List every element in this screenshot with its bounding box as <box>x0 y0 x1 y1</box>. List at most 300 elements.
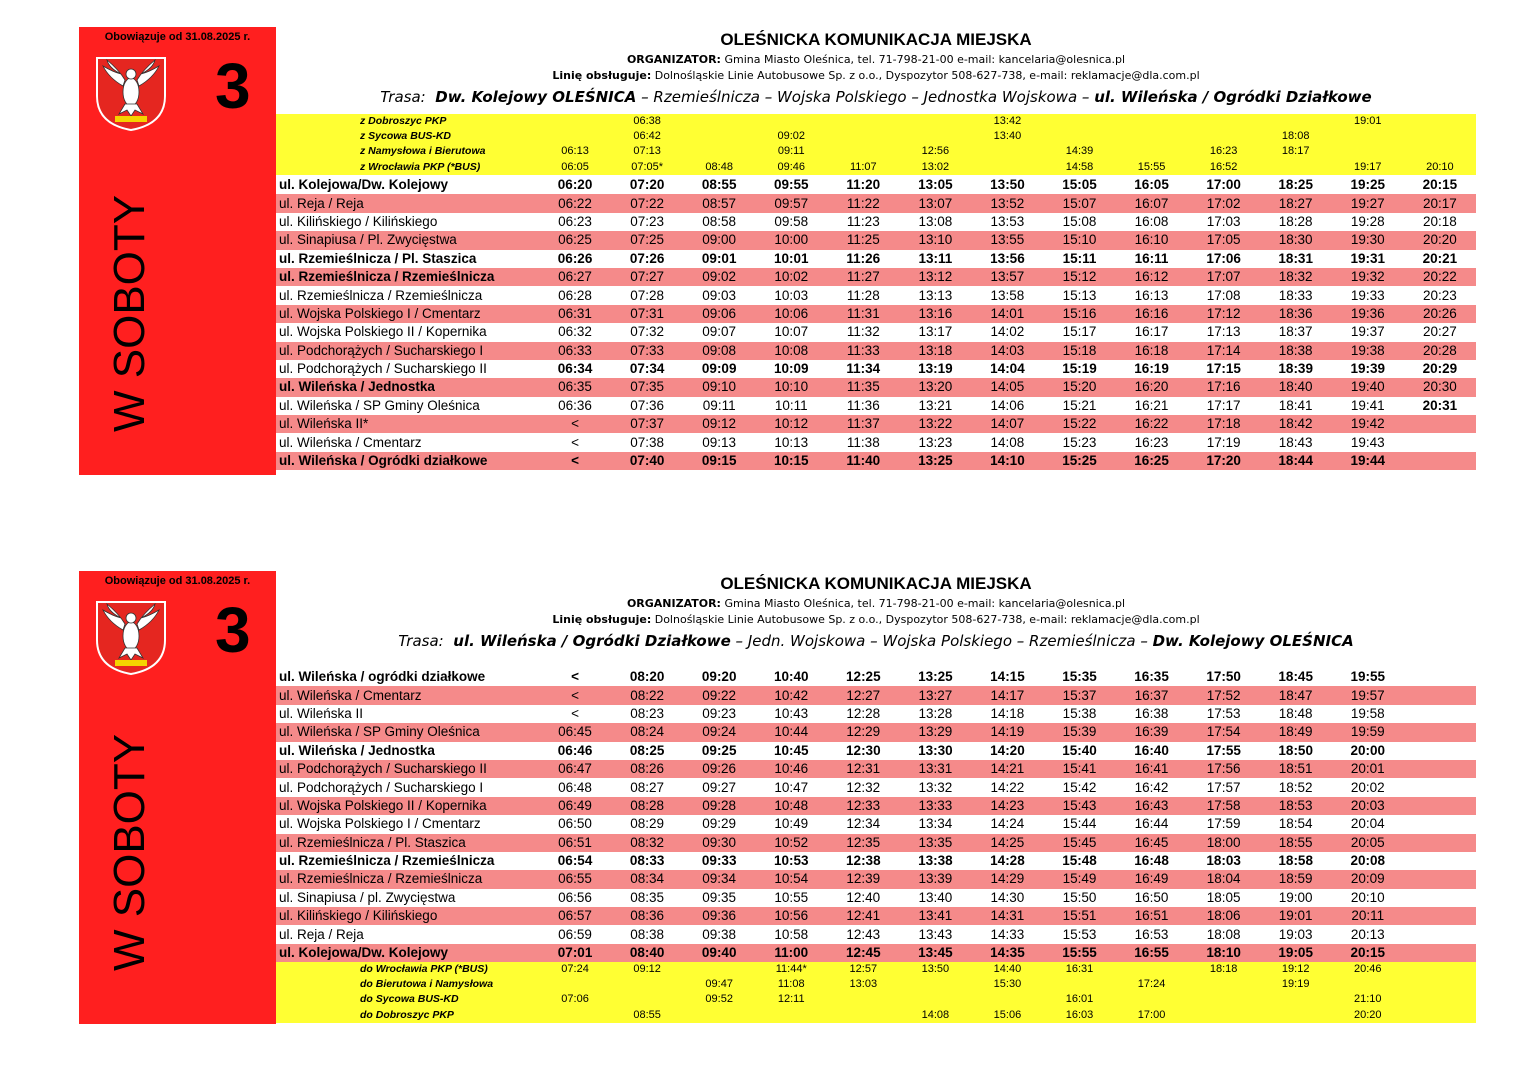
departure-time: 16:23 <box>1116 433 1188 451</box>
connection-time <box>1260 992 1332 1007</box>
departure-time: 18:33 <box>1260 286 1332 304</box>
departure-time: 20:22 <box>1404 268 1476 286</box>
departure-time: 06:51 <box>539 834 611 852</box>
departure-time: 12:33 <box>827 797 899 815</box>
organizer-line: ORGANIZATOR: Gmina Miasto Oleśnica, tel. 71-798-21-00 e-mail: kancelaria@olesnica.pl <box>626 53 1126 66</box>
departure-time: 13:38 <box>899 852 971 870</box>
departure-time: 17:57 <box>1188 778 1260 796</box>
departure-time: 13:12 <box>899 268 971 286</box>
departure-time: 10:58 <box>755 925 827 943</box>
connection-time: 12:56 <box>899 144 971 159</box>
connection-row <box>276 977 1476 992</box>
departure-time: 20:28 <box>1404 342 1476 360</box>
departure-time: 18:54 <box>1260 815 1332 833</box>
departure-time: 18:53 <box>1260 797 1332 815</box>
departure-time: 18:30 <box>1260 231 1332 249</box>
departure-time: 06:22 <box>539 194 611 212</box>
day-label: W SOBOTY <box>105 733 154 971</box>
connection-name: z Dobroszyc PKP <box>276 114 539 129</box>
operator-line: Linię obsługuje: Dolnośląskie Linie Autobusowe Sp. z o.o., Dyspozytor 508-627-738, e-mail: reklamacje@dla.com.pl <box>552 69 1200 82</box>
connection-row <box>276 114 1476 129</box>
departure-time <box>1404 415 1476 433</box>
connection-time: 09:52 <box>683 992 755 1007</box>
stop-name: ul. Wileńska / SP Gminy Oleśnica <box>276 397 539 415</box>
connection-time <box>1332 977 1404 992</box>
connection-time <box>899 992 971 1007</box>
table-row <box>276 925 1476 943</box>
table-row <box>276 286 1476 304</box>
departure-time: 08:27 <box>611 778 683 796</box>
departure-time: 09:29 <box>683 815 755 833</box>
departure-time: 09:34 <box>683 870 755 888</box>
departure-time: 18:58 <box>1260 852 1332 870</box>
departure-time: 13:08 <box>899 213 971 231</box>
departure-time: 15:22 <box>1043 415 1115 433</box>
connection-time <box>1116 129 1188 144</box>
connection-row <box>276 962 1476 977</box>
table-row <box>276 452 1476 470</box>
departure-time: 09:02 <box>683 268 755 286</box>
departure-time <box>1404 925 1476 943</box>
connection-time <box>683 114 755 129</box>
departure-time: 16:22 <box>1116 415 1188 433</box>
departure-time: 16:20 <box>1116 378 1188 396</box>
departure-time: 13:16 <box>899 305 971 323</box>
departure-time: 12:27 <box>827 686 899 704</box>
stop-name: ul. Rzemieślnicza / Pl. Staszica <box>276 250 539 268</box>
departure-time: 09:23 <box>683 705 755 723</box>
stop-name: ul. Podchorążych / Sucharskiego I <box>276 778 539 796</box>
connection-time: 17:24 <box>1116 977 1188 992</box>
departure-time: 17:02 <box>1188 194 1260 212</box>
departure-time: 08:34 <box>611 870 683 888</box>
connection-time: 09:47 <box>683 977 755 992</box>
departure-time: 14:35 <box>971 944 1043 962</box>
departure-time: 12:29 <box>827 723 899 741</box>
departure-time: 19:40 <box>1332 378 1404 396</box>
departure-time: 16:11 <box>1116 250 1188 268</box>
departure-time: 07:22 <box>611 194 683 212</box>
departure-time: 06:23 <box>539 213 611 231</box>
operator-title: OLEŚNICKA KOMUNIKACJA MIEJSKA <box>720 30 1032 49</box>
departure-time: 17:12 <box>1188 305 1260 323</box>
departure-time: 07:35 <box>611 378 683 396</box>
stop-name: ul. Kolejowa/Dw. Kolejowy <box>276 176 539 194</box>
departure-time: 13:27 <box>899 686 971 704</box>
departure-time: 16:12 <box>1116 268 1188 286</box>
departure-time: 13:28 <box>899 705 971 723</box>
departure-time: 16:53 <box>1116 925 1188 943</box>
departure-time: 17:16 <box>1188 378 1260 396</box>
departure-time: < <box>539 668 611 686</box>
departure-time: 15:16 <box>1043 305 1115 323</box>
route-line: Trasa: ul. Wileńska / Ogródki Działkowe – Jedn. Wojskowa – Wojska Polskiego – Rzemieślnicza – Dw. Kolejowy OLEŚNICA <box>398 632 1354 650</box>
departure-time: 11:00 <box>755 944 827 962</box>
header <box>276 574 1476 650</box>
departure-time: 20:26 <box>1404 305 1476 323</box>
connection-name: z Namysłowa i Bierutowa <box>276 144 539 159</box>
stop-name: ul. Wojska Polskiego II / Kopernika <box>276 323 539 341</box>
departure-time: 09:35 <box>683 889 755 907</box>
stop-name: ul. Podchorążych / Sucharskiego II <box>276 360 539 378</box>
connection-time <box>1260 1008 1332 1023</box>
departure-time: 13:43 <box>899 925 971 943</box>
table-row <box>276 723 1476 741</box>
departure-time: 19:44 <box>1332 452 1404 470</box>
departure-time: 15:10 <box>1043 231 1115 249</box>
departure-time: 09:12 <box>683 415 755 433</box>
departure-time: 09:08 <box>683 342 755 360</box>
sidebar-red <box>79 571 276 1024</box>
departure-time: 19:36 <box>1332 305 1404 323</box>
departure-time <box>1404 705 1476 723</box>
departure-time: 08:24 <box>611 723 683 741</box>
connection-time <box>827 992 899 1007</box>
departure-time: 18:37 <box>1260 323 1332 341</box>
departure-time: 06:31 <box>539 305 611 323</box>
departure-time: 18:49 <box>1260 723 1332 741</box>
stop-name: ul. Kilińskiego / Kilińskiego <box>276 213 539 231</box>
departure-time: 16:39 <box>1116 723 1188 741</box>
valid-from: Obowiązuje od 31.08.2025 r. <box>104 575 251 587</box>
table-row <box>276 231 1476 249</box>
departure-time: 18:00 <box>1188 834 1260 852</box>
connection-time <box>683 962 755 977</box>
connection-time: 19:12 <box>1260 962 1332 977</box>
departure-time: 17:17 <box>1188 397 1260 415</box>
connection-time <box>1188 992 1260 1007</box>
connection-time: 06:13 <box>539 144 611 159</box>
departure-time: 10:42 <box>755 686 827 704</box>
departure-time: 06:57 <box>539 907 611 925</box>
stop-name: ul. Rzemieślnicza / Rzemieślnicza <box>276 870 539 888</box>
departure-time: 07:33 <box>611 342 683 360</box>
timetable-top <box>79 27 1476 475</box>
departure-time: 07:37 <box>611 415 683 433</box>
departure-time: 15:20 <box>1043 378 1115 396</box>
connection-row <box>276 160 1476 175</box>
departure-time: 07:25 <box>611 231 683 249</box>
departure-time: 11:35 <box>827 378 899 396</box>
departure-time: 19:58 <box>1332 705 1404 723</box>
departure-time: 19:59 <box>1332 723 1404 741</box>
departure-time: 20:27 <box>1404 323 1476 341</box>
departure-time: 16:10 <box>1116 231 1188 249</box>
connection-time <box>1332 129 1404 144</box>
connection-time: 18:17 <box>1260 144 1332 159</box>
departure-time <box>1404 668 1476 686</box>
departure-time: 06:56 <box>539 889 611 907</box>
departure-time: 07:32 <box>611 323 683 341</box>
departure-time: 14:20 <box>971 742 1043 760</box>
stop-name: ul. Reja / Reja <box>276 925 539 943</box>
stop-name: ul. Rzemieślnicza / Rzemieślnicza <box>276 286 539 304</box>
connection-time <box>827 129 899 144</box>
departure-time: 13:39 <box>899 870 971 888</box>
connection-time <box>539 129 611 144</box>
departure-time: 13:32 <box>899 778 971 796</box>
table-row <box>276 797 1476 815</box>
departure-time: 08:32 <box>611 834 683 852</box>
departure-time: 19:41 <box>1332 397 1404 415</box>
stop-name: ul. Wojska Polskiego II / Kopernika <box>276 797 539 815</box>
departure-time: 13:52 <box>971 194 1043 212</box>
departure-time: 15:51 <box>1043 907 1115 925</box>
olesnica-coat-of-arms-icon <box>95 600 167 676</box>
departure-time <box>1404 723 1476 741</box>
departure-time: < <box>539 452 611 470</box>
stop-name: ul. Rzemieślnicza / Pl. Staszica <box>276 834 539 852</box>
stop-name: ul. Kolejowa/Dw. Kolejowy <box>276 944 539 962</box>
departure-time: 08:40 <box>611 944 683 962</box>
connection-name: do Wrocławia PKP (*BUS) <box>276 962 539 977</box>
departure-time: 12:43 <box>827 925 899 943</box>
departure-time: 06:33 <box>539 342 611 360</box>
departure-time: 06:47 <box>539 760 611 778</box>
departure-time: 12:45 <box>827 944 899 962</box>
connection-time <box>1404 129 1476 144</box>
table-row <box>276 268 1476 286</box>
connection-name: do Sycowa BUS-KD <box>276 992 539 1007</box>
departure-time: 13:23 <box>899 433 971 451</box>
departure-time: 16:35 <box>1116 668 1188 686</box>
connection-time <box>1404 962 1476 977</box>
table-row <box>276 433 1476 451</box>
departure-time: 15:11 <box>1043 250 1115 268</box>
departure-time: 18:27 <box>1260 194 1332 212</box>
connection-time <box>1188 977 1260 992</box>
departure-time: 10:48 <box>755 797 827 815</box>
departure-time: 19:00 <box>1260 889 1332 907</box>
connection-time: 14:08 <box>899 1008 971 1023</box>
table-row <box>276 176 1476 194</box>
departure-time: 17:06 <box>1188 250 1260 268</box>
departure-time: 14:19 <box>971 723 1043 741</box>
connection-time <box>1404 144 1476 159</box>
departure-time: 15:45 <box>1043 834 1115 852</box>
stop-name: ul. Podchorążych / Sucharskiego I <box>276 342 539 360</box>
departure-time: 13:41 <box>899 907 971 925</box>
connection-time <box>1404 977 1476 992</box>
departure-time: 16:37 <box>1116 686 1188 704</box>
connection-time: 20:46 <box>1332 962 1404 977</box>
departure-time: 09:15 <box>683 452 755 470</box>
departure-time: 13:11 <box>899 250 971 268</box>
route-line: Trasa: Dw. Kolejowy OLEŚNICA – Rzemieślnicza – Wojska Polskiego – Jednostka Wojskowa – ul. Wileńska / Ogródki Działkowe <box>380 88 1372 106</box>
departure-time: 14:33 <box>971 925 1043 943</box>
departure-time: 17:54 <box>1188 723 1260 741</box>
table-row <box>276 415 1476 433</box>
departure-time: 06:48 <box>539 778 611 796</box>
departure-time: 09:28 <box>683 797 755 815</box>
departure-time: 07:27 <box>611 268 683 286</box>
connection-time <box>1404 114 1476 129</box>
table-row <box>276 742 1476 760</box>
departure-time: 10:02 <box>755 268 827 286</box>
departure-time: 19:33 <box>1332 286 1404 304</box>
departure-time: 10:13 <box>755 433 827 451</box>
departure-time: 15:38 <box>1043 705 1115 723</box>
stop-name: ul. Wileńska II* <box>276 415 539 433</box>
departure-time: 17:52 <box>1188 686 1260 704</box>
departure-time: 17:59 <box>1188 815 1260 833</box>
departure-time: 06:54 <box>539 852 611 870</box>
connection-time: 15:30 <box>971 977 1043 992</box>
connection-time: 18:08 <box>1260 129 1332 144</box>
connection-time <box>1116 144 1188 159</box>
departure-time: 20:31 <box>1404 397 1476 415</box>
connection-time: 13:40 <box>971 129 1043 144</box>
departure-time: 15:50 <box>1043 889 1115 907</box>
departure-time: 18:45 <box>1260 668 1332 686</box>
connection-time: 16:01 <box>1043 992 1115 1007</box>
departure-time: 14:18 <box>971 705 1043 723</box>
stop-name: ul. Wileńska / ogródki działkowe <box>276 668 539 686</box>
departure-time: 16:13 <box>1116 286 1188 304</box>
departure-time: 10:00 <box>755 231 827 249</box>
departure-time: 20:20 <box>1404 231 1476 249</box>
departure-time: 17:20 <box>1188 452 1260 470</box>
departure-time: 16:43 <box>1116 797 1188 815</box>
departure-time: 14:23 <box>971 797 1043 815</box>
departure-time: 17:13 <box>1188 323 1260 341</box>
departure-time: 20:00 <box>1332 742 1404 760</box>
departure-time: 11:36 <box>827 397 899 415</box>
departure-time: 06:49 <box>539 797 611 815</box>
departure-time: 14:03 <box>971 342 1043 360</box>
departure-time: 09:03 <box>683 286 755 304</box>
departure-time: 14:17 <box>971 686 1043 704</box>
departure-time: 07:23 <box>611 213 683 231</box>
connection-time: 08:55 <box>611 1008 683 1023</box>
departure-time: 09:33 <box>683 852 755 870</box>
departure-time: 14:29 <box>971 870 1043 888</box>
connection-time: 16:52 <box>1188 160 1260 175</box>
departure-time <box>1404 907 1476 925</box>
departure-time: 19:31 <box>1332 250 1404 268</box>
departure-time: < <box>539 705 611 723</box>
departure-time: 11:40 <box>827 452 899 470</box>
departure-time: 13:10 <box>899 231 971 249</box>
departure-time: 09:00 <box>683 231 755 249</box>
departure-time: 10:11 <box>755 397 827 415</box>
departure-time: 18:28 <box>1260 213 1332 231</box>
departure-time: 14:08 <box>971 433 1043 451</box>
departure-time: 15:55 <box>1043 944 1115 962</box>
departure-time: 08:36 <box>611 907 683 925</box>
connection-time <box>827 144 899 159</box>
departure-time: 16:41 <box>1116 760 1188 778</box>
departure-time: 08:28 <box>611 797 683 815</box>
departure-time: 18:25 <box>1260 176 1332 194</box>
connection-time <box>1043 129 1115 144</box>
departure-time: 17:00 <box>1188 176 1260 194</box>
departure-time: 17:14 <box>1188 342 1260 360</box>
departure-time <box>1404 834 1476 852</box>
departure-time: 20:15 <box>1332 944 1404 962</box>
departure-time: 16:49 <box>1116 870 1188 888</box>
connection-time: 07:06 <box>539 992 611 1007</box>
departure-time: 15:19 <box>1043 360 1115 378</box>
departure-time: 16:18 <box>1116 342 1188 360</box>
departure-time: 07:28 <box>611 286 683 304</box>
departure-time: 15:21 <box>1043 397 1115 415</box>
departure-time: 15:35 <box>1043 668 1115 686</box>
connection-time: 09:02 <box>755 129 827 144</box>
departure-time: 08:23 <box>611 705 683 723</box>
departure-time: 10:46 <box>755 760 827 778</box>
departure-time: 19:28 <box>1332 213 1404 231</box>
departure-time: 08:22 <box>611 686 683 704</box>
connection-time <box>683 144 755 159</box>
departure-time: 14:22 <box>971 778 1043 796</box>
connection-time: 06:05 <box>539 160 611 175</box>
stop-name: ul. Rzemieślnicza / Rzemieślnicza <box>276 268 539 286</box>
connection-time: 17:00 <box>1116 1008 1188 1023</box>
timetable-bottom <box>79 571 1476 1024</box>
departure-time: 08:35 <box>611 889 683 907</box>
stop-name: ul. Kilińskiego / Kilińskiego <box>276 907 539 925</box>
departure-time: 20:09 <box>1332 870 1404 888</box>
departure-time: 19:57 <box>1332 686 1404 704</box>
departure-time: 16:05 <box>1116 176 1188 194</box>
departure-time: 19:42 <box>1332 415 1404 433</box>
departure-time: 11:33 <box>827 342 899 360</box>
connection-time <box>971 992 1043 1007</box>
departure-time: 14:24 <box>971 815 1043 833</box>
departure-time: 13:18 <box>899 342 971 360</box>
departure-time: 14:10 <box>971 452 1043 470</box>
stop-name: ul. Wileńska / Cmentarz <box>276 433 539 451</box>
departure-time: 06:50 <box>539 815 611 833</box>
departure-time: 12:28 <box>827 705 899 723</box>
departure-time: 11:34 <box>827 360 899 378</box>
connection-time <box>1188 1008 1260 1023</box>
departure-time: 12:40 <box>827 889 899 907</box>
departure-time: 13:21 <box>899 397 971 415</box>
connection-time: 08:48 <box>683 160 755 175</box>
day-label: W SOBOTY <box>105 194 154 432</box>
connection-time: 12:57 <box>827 962 899 977</box>
stop-name: ul. Wileńska / Cmentarz <box>276 686 539 704</box>
departure-time: 14:01 <box>971 305 1043 323</box>
departure-time <box>1404 889 1476 907</box>
departure-time: 16:25 <box>1116 452 1188 470</box>
departure-time: 11:20 <box>827 176 899 194</box>
departure-time: 17:56 <box>1188 760 1260 778</box>
departure-time: 18:44 <box>1260 452 1332 470</box>
departure-time: 07:36 <box>611 397 683 415</box>
departure-time: 16:44 <box>1116 815 1188 833</box>
departure-time: 09:58 <box>755 213 827 231</box>
departure-time: 18:10 <box>1188 944 1260 962</box>
departure-time: 18:04 <box>1188 870 1260 888</box>
departure-time: 18:43 <box>1260 433 1332 451</box>
departure-time: 13:57 <box>971 268 1043 286</box>
departure-time: 07:34 <box>611 360 683 378</box>
table-row <box>276 686 1476 704</box>
departure-time: 16:21 <box>1116 397 1188 415</box>
departure-time: 16:19 <box>1116 360 1188 378</box>
connection-time <box>899 114 971 129</box>
departure-time: 14:25 <box>971 834 1043 852</box>
departure-time: 09:07 <box>683 323 755 341</box>
departure-time: 07:26 <box>611 250 683 268</box>
departure-time: 17:18 <box>1188 415 1260 433</box>
departure-time: 18:50 <box>1260 742 1332 760</box>
departure-time: 20:21 <box>1404 250 1476 268</box>
departure-time: 15:49 <box>1043 870 1115 888</box>
